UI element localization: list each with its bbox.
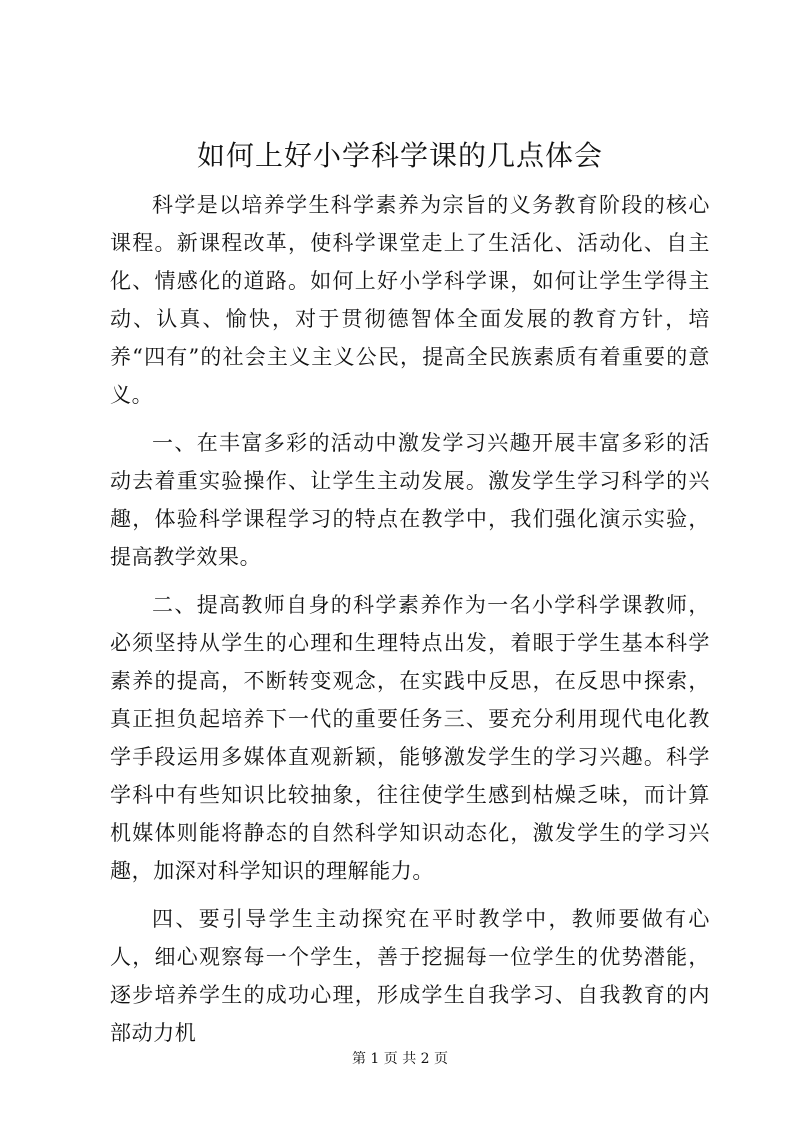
page-number-footer: 第 1 页 共 2 页 [351,1051,449,1067]
paragraph-intro: 科学是以培养学生科学素养为宗旨的义务教育阶段的核心课程。新课程改革，使科学课堂走上了生活化、活动化、自主化、情感化的道路。如何上好小学科学课，如何让学生学得主动、认真、愉快，对于贯彻德智体全面发展的教育方针，培养“四有”的社会主义主义公民，提高全民族素质有着重要的意义。 [110,193,710,407]
document-body [110,186,710,1062]
paragraph-section-2: 二、提高教师自身的科学素养作为一名小学科学课教师，必须坚持从学生的心理和生理特点出发，着眼于学生基本科学素养的提高，不断转变观念，在实践中反思，在反思中探索，真正担负起培养下一代的重要任务三、要充分利用现代电化教学手段运用多媒体直观新颖，能够激发学生的学习兴趣。科学学科中有些知识比较抽象，往往使学生感到枯燥乏味，而计算机媒体则能将静态的自然科学知识动态化，激发学生的学习兴趣，加深对科学知识的理解能力。 [110,593,710,883]
paragraph-section-1: 一、在丰富多彩的活动中激发学习兴趣开展丰富多彩的活动去着重实验操作、让学生主动发展。激发学生学习科学的兴趣，体验科学课程学习的特点在教学中，我们强化演示实验，提高教学效果。 [110,431,710,569]
document-title: 如何上好小学科学课的几点体会 [196,139,603,172]
paragraph-section-4: 四、要引导学生主动探究在平时教学中，教师要做有心人，细心观察每一个学生，善于挖掘每一位学生的优势潜能，逐步培养学生的成功心理，形成学生自我学习、自我教育的内部动力机 [110,907,710,1045]
